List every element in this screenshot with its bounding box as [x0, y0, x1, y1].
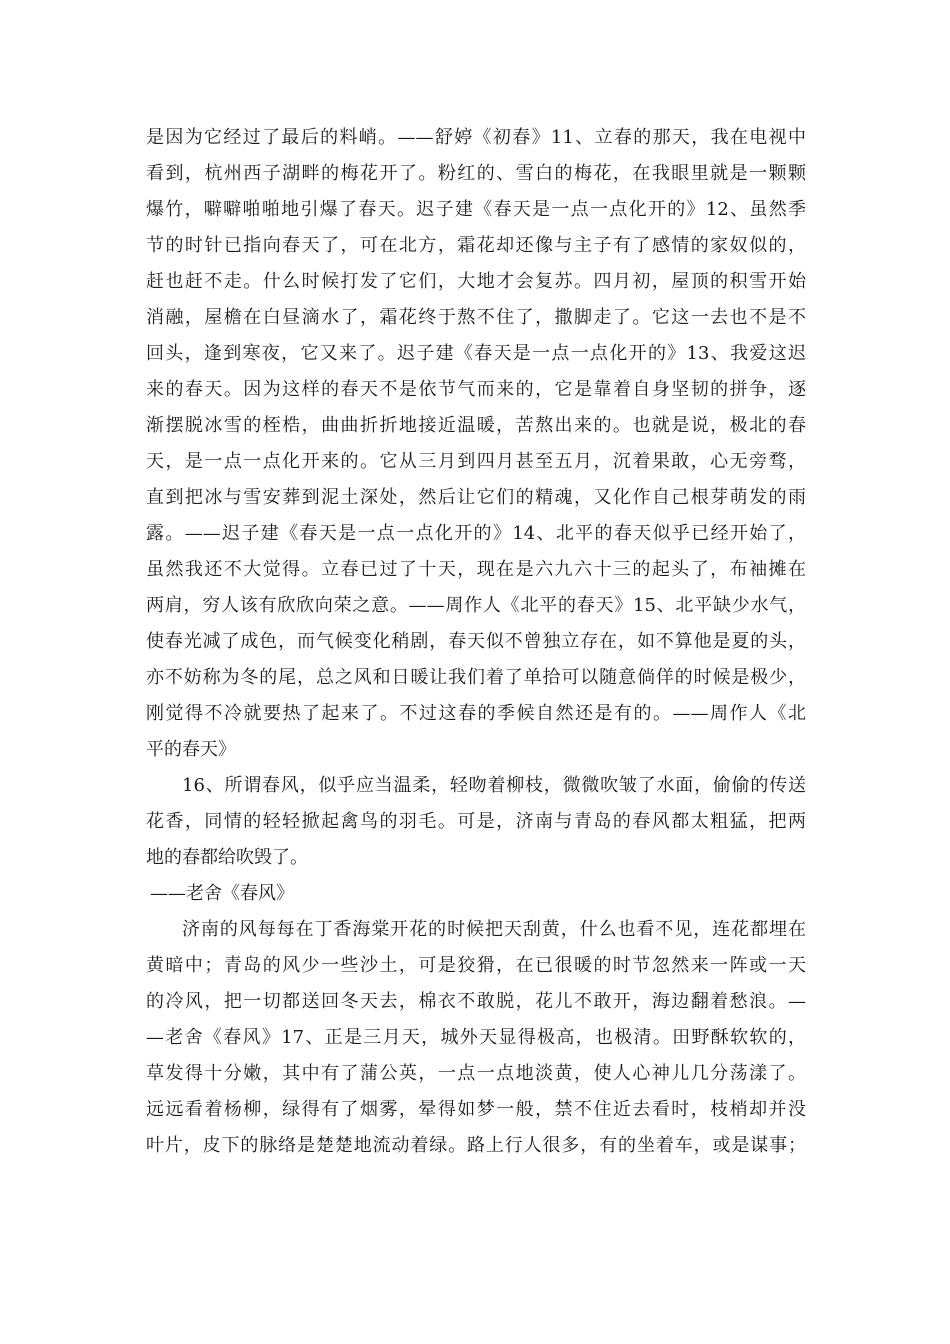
text-line: 看到，杭州西子湖畔的梅花开了。粉红的、雪白的梅花，在我眼里就是一颗颗 [146, 163, 806, 184]
text-line: 回头，逢到寒夜，它又来了。迟子建《春天是一点一点化开的》13、我爱这迟 [146, 343, 806, 364]
attribution-line: ——老舍《春风》 [150, 883, 294, 904]
text-line: 是因为它经过了最后的料峭。——舒婷《初春》11、立春的那天，我在电视中 [146, 127, 806, 148]
text-line: 使春光减了成色，而气候变化稍剧，春天似不曾独立存在，如不算他是夏的头， [146, 631, 806, 652]
text-line: 刚觉得不冷就要热了起来了。不过这春的季候自然还是有的。——周作人《北 [146, 703, 806, 724]
text-line: 虽然我还不大觉得。立春已过了十天，现在是六九六十三的起头了，布袖摊在 [146, 559, 806, 580]
text-line: 叶片，皮下的脉络是楚楚地流动着绿。路上行人很多，有的坐着车，或是谋事； [146, 1135, 806, 1156]
text-line: —老舍《春风》17、正是三月天，城外天显得极高，也极清。田野酥软软的， [146, 1027, 806, 1048]
text-line: 黄暗中；青岛的风少一些沙土，可是狡猾，在已很暖的时节忽然来一阵或一天 [146, 955, 806, 976]
text-line: 两肩，穷人该有欣欣向荣之意。——周作人《北平的春天》15、北平缺少水气， [146, 595, 806, 616]
paragraph-first-line: 16、所谓春风，似乎应当温柔，轻吻着柳枝，微微吹皱了水面，偷偷的传送 [182, 775, 806, 796]
text-line: 节的时针已指向春天了，可在北方，霜花却还像与主子有了感情的家奴似的， [146, 235, 806, 256]
text-line: 来的春天。因为这样的春天不是依节气而来的，它是靠着自身坚韧的拼争，逐 [146, 379, 806, 400]
paragraph-first-line: 济南的风每每在丁香海棠开花的时候把天刮黄，什么也看不见，连花都埋在 [182, 919, 806, 940]
text-line: 赶也赶不走。什么时候打发了它们，大地才会复苏。四月初，屋顶的积雪开始 [146, 271, 806, 292]
text-line: 天，是一点一点化开来的。它从三月到四月甚至五月，沉着果敢，心无旁骛， [146, 451, 806, 472]
text-line: 草发得十分嫩，其中有了蒲公英，一点一点地淡黄，使人心神儿几分荡漾了。 [146, 1063, 806, 1084]
document-body [146, 120, 806, 1164]
text-line: 亦不妨称为冬的尾，总之风和日暖让我们着了单拾可以随意倘佯的时候是极少， [146, 667, 806, 688]
text-line: 渐摆脱冰雪的桎梏，曲曲折折地接近温暖，苦熬出来的。也就是说，极北的春 [146, 415, 806, 436]
text-line: 露。——迟子建《春天是一点一点化开的》14、北平的春天似乎已经开始了， [146, 523, 806, 544]
text-line: 平的春天》 [146, 739, 236, 760]
text-line: 爆竹，噼噼啪啪地引爆了春天。迟子建《春天是一点一点化开的》12、虽然季 [146, 199, 806, 220]
text-line: 消融，屋檐在白昼滴水了，霜花终于熬不住了，撒脚走了。它这一去也不是不 [146, 307, 806, 328]
text-line: 直到把冰与雪安葬到泥土深处，然后让它们的精魂，又化作自己根芽萌发的雨 [146, 487, 806, 508]
text-line: 远远看着杨柳，绿得有了烟雾，晕得如梦一般，禁不住近去看时，枝梢却并没 [146, 1099, 806, 1120]
text-line: 的冷风，把一切都送回冬天去，棉衣不敢脱，花儿不敢开，海边翻着愁浪。— [146, 991, 806, 1012]
text-line: 花香，同情的轻轻掀起禽鸟的羽毛。可是，济南与青岛的春风都太粗猛，把两 [146, 811, 806, 832]
text-line: 地的春都给吹毁了。 [146, 847, 308, 868]
